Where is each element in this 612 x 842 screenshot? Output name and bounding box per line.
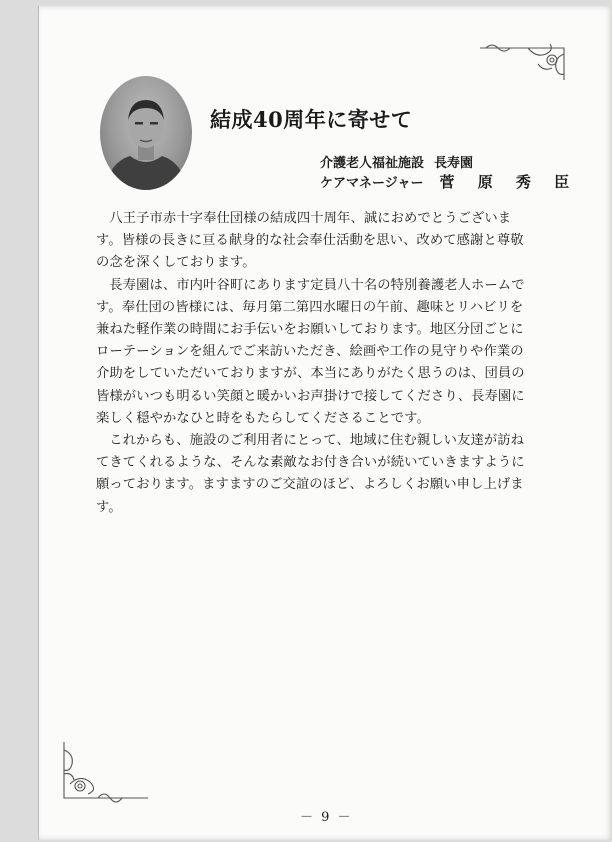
article-body — [96, 208, 536, 519]
author-role-line — [320, 171, 578, 192]
author-name: 菅 原 秀 臣 — [439, 173, 579, 191]
organization-name: 長寿園 — [434, 156, 474, 171]
paragraph-2: 長寿園は、市内叶谷町にあります定員八十名の特別養護老人ホームです。奉仕団の皆様には、毎月第二第四水曜日の午前、趣味とリハビリを兼ねた軽作業の時間にお手伝いをお願いしております。地区分団ごとにローテーションを組んでご来訪いただき、絵画や工作の見守りや作業の介助をしていただいておりますが、本当にありがたく思うのは、団員の皆様がいつも明るい笑顔と暖かいお声掛けで接してくださり、長寿園に楽しく穏やかなひと時をもたらしてくださることです。 — [96, 277, 525, 426]
corner-ornament-top-right — [478, 40, 570, 84]
page-number: － 9 － — [300, 810, 353, 825]
author-organization — [320, 152, 473, 171]
author-portrait-photo — [100, 76, 192, 190]
corner-ornament-bottom-left — [58, 740, 150, 804]
organization-type: 介護老人福祉施設 — [320, 156, 425, 171]
author-role: ケアマネージャー — [320, 176, 424, 191]
article-title: 結成40周年に寄せて — [210, 107, 413, 132]
paragraph-3: これからも、施設のご利用者にとって、地域に住む親しい友達が訪ねてきてくれるような、そんな素敵なお付き合いが続いていきますように願っております。ますますのご交誼のほど、よろしくお願い申し上げます。 — [96, 433, 525, 515]
portrait-silhouette-icon — [100, 76, 192, 190]
paragraph-1: 八王子市赤十字奉仕団様の結成四十周年、誠におめでとうございます。皆様の長きに亘る献身的な社会奉仕活動を思い、改めて感謝と尊敬の念を深くしております。 — [96, 211, 524, 271]
